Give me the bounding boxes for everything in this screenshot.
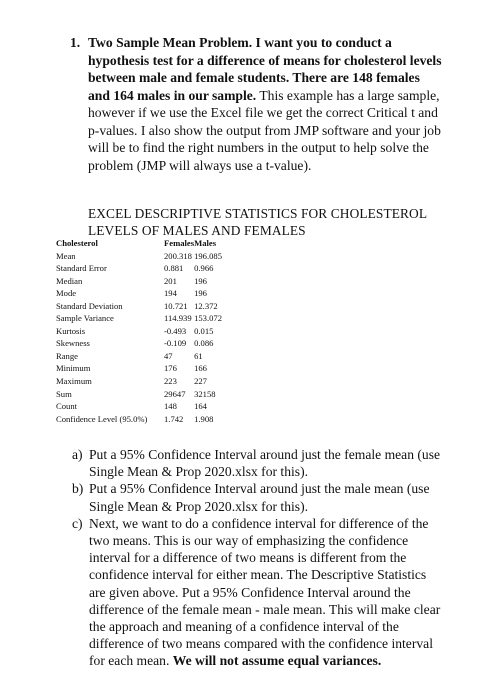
problem-body: This example has a large sample, however if we use the Excel file we get the correct Critical t and p-values. I also show the output from JMP software and your job will be to find the right numbers in the output to help solve the problem (JMP will always use a t-value). [88, 87, 441, 173]
header-females: Females [164, 238, 195, 248]
question-marker: b) [72, 481, 84, 497]
stat-label-cell: Standard Error [56, 263, 107, 274]
table-row [56, 375, 234, 388]
females-value-cell: 223 [164, 376, 177, 387]
question-a [72, 446, 442, 480]
stat-label-cell: Sample Variance [56, 313, 114, 324]
males-value-cell: 166 [194, 363, 207, 374]
males-value-cell: 164 [194, 401, 207, 412]
males-value-cell: 153.072 [194, 313, 223, 324]
question-text: Put a 95% Confidence Interval around just the female mean (use Single Mean & Prop 2020.xlsx for this). [89, 447, 441, 480]
stat-label-cell: Median [56, 275, 83, 286]
header-cholesterol: Cholesterol [56, 238, 98, 248]
table-row [56, 337, 234, 350]
males-value-cell: 196 [194, 288, 207, 299]
problem-statement [70, 34, 442, 174]
stat-label-cell: Minimum [56, 363, 91, 374]
table-row [56, 413, 234, 426]
header-males: Males [194, 238, 217, 248]
females-value-cell: 114.939 [164, 313, 192, 324]
stat-label-cell: Sum [56, 388, 72, 399]
males-value-cell: 1.908 [194, 413, 214, 424]
stat-label-cell: Maximum [56, 376, 92, 387]
females-value-cell: 10.721 [164, 300, 188, 311]
question-emphasis: We will not assume equal variances. [172, 653, 382, 669]
question-marker: a) [72, 447, 83, 462]
table-row [56, 325, 234, 338]
stat-label-cell: Confidence Level (95.0%) [56, 413, 148, 424]
question-b [72, 480, 442, 514]
stat-label-cell: Count [56, 401, 78, 412]
problem-heading: Two Sample Mean Problem. I want you to conduct a hypothesis test for a difference of means for cholesterol levels between male and female students. There are 148 females and 164 males in our sample. [88, 35, 442, 103]
excel-stats-title: EXCEL DESCRIPTIVE STATISTICS FOR CHOLESTEROL LEVELS OF MALES AND FEMALES [88, 206, 427, 238]
females-value-cell: 148 [164, 401, 177, 412]
males-value-cell: 196 [194, 275, 207, 286]
males-value-cell: 12.372 [194, 300, 218, 311]
table-row [56, 262, 234, 275]
problem-number: 1. [70, 35, 81, 50]
question-c [72, 515, 442, 670]
females-value-cell: 200.318 [164, 250, 192, 261]
table-row [56, 388, 234, 401]
stat-label-cell: Mode [56, 288, 77, 299]
stat-label-cell: Skewness [56, 338, 90, 349]
males-value-cell: 0.966 [194, 263, 214, 274]
table-row [56, 250, 234, 263]
females-value-cell: 176 [164, 363, 177, 374]
question-marker: c) [72, 515, 83, 531]
table-body [56, 250, 234, 426]
females-value-cell: 194 [164, 288, 177, 299]
stat-label-cell: Mean [56, 250, 76, 261]
females-value-cell: -0.109 [164, 338, 187, 349]
question-text: Next, we want to do a confidence interval for difference of the two means. This is our way of emphasizing the confidence interval for a difference of two means is different from the confidence interval for either mean. The Descriptive Statistics are given above. Put a 95% Confidence Interval around the difference of the female mean - male mean. This will make clear the approach and meaning of a confidence interval of the difference of two means compared with the confidence interval for each mean. [89, 515, 441, 669]
females-value-cell: 0.881 [164, 263, 184, 274]
table-row [56, 275, 234, 288]
problem-text [88, 34, 442, 174]
females-value-cell: 201 [164, 275, 177, 286]
stat-label-cell: Range [56, 350, 78, 361]
question-text: Put a 95% Confidence Interval around just the male mean (use Single Mean & Prop 2020.xlsx for this). [89, 481, 430, 514]
table-row [56, 300, 234, 313]
stat-label-cell: Kurtosis [56, 325, 86, 336]
table-row [56, 362, 234, 375]
males-value-cell: 227 [194, 376, 207, 387]
question-list [72, 446, 442, 670]
table-row [56, 400, 234, 413]
males-value-cell: 0.015 [194, 325, 214, 336]
males-value-cell: 61 [194, 350, 203, 361]
stat-label-cell: Standard Deviation [56, 300, 123, 311]
males-value-cell: 0.086 [194, 338, 214, 349]
males-value-cell: 196.085 [194, 250, 223, 261]
females-value-cell: 29647 [164, 388, 186, 399]
table-row [56, 312, 234, 325]
females-value-cell: 47 [164, 350, 173, 361]
females-value-cell: 1.742 [164, 413, 184, 424]
descriptive-stats-table [56, 237, 234, 425]
table-header-row [56, 237, 234, 250]
table-row [56, 350, 234, 363]
table-row [56, 287, 234, 300]
males-value-cell: 32158 [194, 388, 216, 399]
females-value-cell: -0.493 [164, 325, 187, 336]
